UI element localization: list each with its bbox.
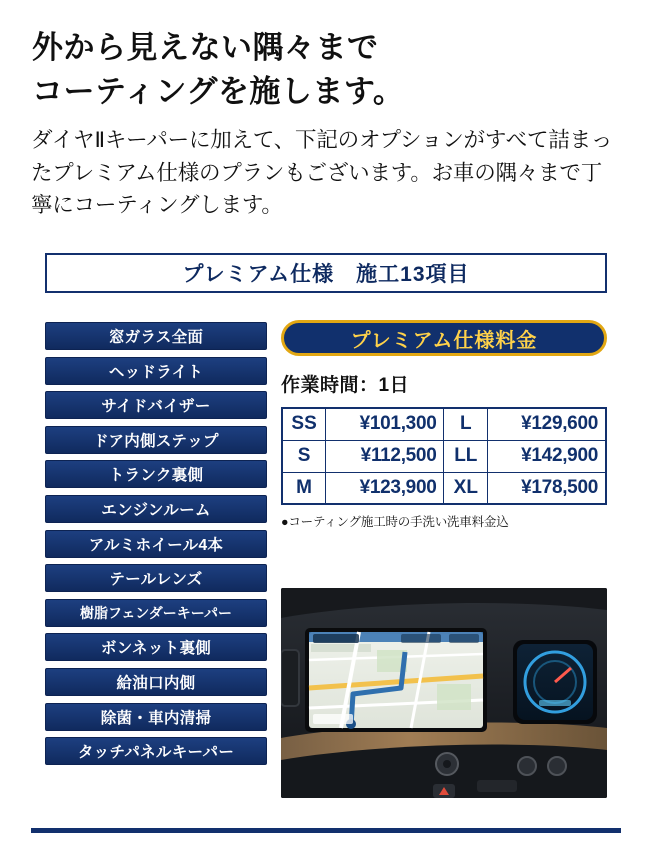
table-row [282, 472, 606, 504]
list-item: タッチパネルキーパー [45, 737, 267, 765]
car-dashboard-illustration [281, 588, 607, 798]
section-banner [45, 253, 607, 293]
price-cell: ¥129,600 [488, 408, 606, 440]
lead-paragraph: ダイヤⅡキーパーに加えて、下記のオプションがすべて詰まったプレミアム仕様のプランもございます。お車の隅々まで丁寧にコーティングします。 [31, 128, 613, 218]
size-cell: SS [282, 408, 326, 440]
list-item: 樹脂フェンダーキーパー [45, 599, 267, 627]
list-item: ボンネット裏側 [45, 633, 267, 661]
list-item: テールレンズ [45, 564, 267, 592]
page-title-line-1: 外から見えない隅々まで [32, 30, 379, 65]
page-title [32, 26, 632, 114]
list-item: 除菌・車内清掃 [45, 703, 267, 731]
size-cell: M [282, 472, 326, 504]
service-item-list [45, 322, 267, 772]
size-cell: LL [444, 440, 488, 472]
work-time-label: 作業時間：1日 [281, 375, 410, 396]
price-panel-title: プレミアム仕様料金 [281, 320, 607, 356]
price-cell: ¥112,500 [326, 440, 444, 472]
list-item: サイドバイザー [45, 391, 267, 419]
table-row [282, 440, 606, 472]
price-cell: ¥101,300 [326, 408, 444, 440]
list-item: エンジンルーム [45, 495, 267, 523]
price-cell: ¥123,900 [326, 472, 444, 504]
list-item: 給油口内側 [45, 668, 267, 696]
table-row [282, 408, 606, 440]
size-cell: S [282, 440, 326, 472]
list-item: ヘッドライト [45, 357, 267, 385]
price-note: ●コーティング施工時の手洗い洗車料金込 [281, 515, 509, 529]
page-title-line-2: コーティングを施します。 [32, 74, 405, 110]
size-cell: XL [444, 472, 488, 504]
price-cell: ¥178,500 [488, 472, 606, 504]
list-item: ドア内側ステップ [45, 426, 267, 454]
size-cell: L [444, 408, 488, 440]
price-cell: ¥142,900 [488, 440, 606, 472]
price-panel [281, 320, 607, 530]
list-item: トランク裏側 [45, 460, 267, 488]
car-interior-photo [281, 588, 607, 798]
footer-divider [31, 828, 621, 833]
list-item: 窓ガラス全面 [45, 322, 267, 350]
price-table [281, 407, 607, 505]
section-banner-label: プレミアム仕様 施工13項目 [182, 263, 470, 286]
list-item: アルミホイール4本 [45, 530, 267, 558]
